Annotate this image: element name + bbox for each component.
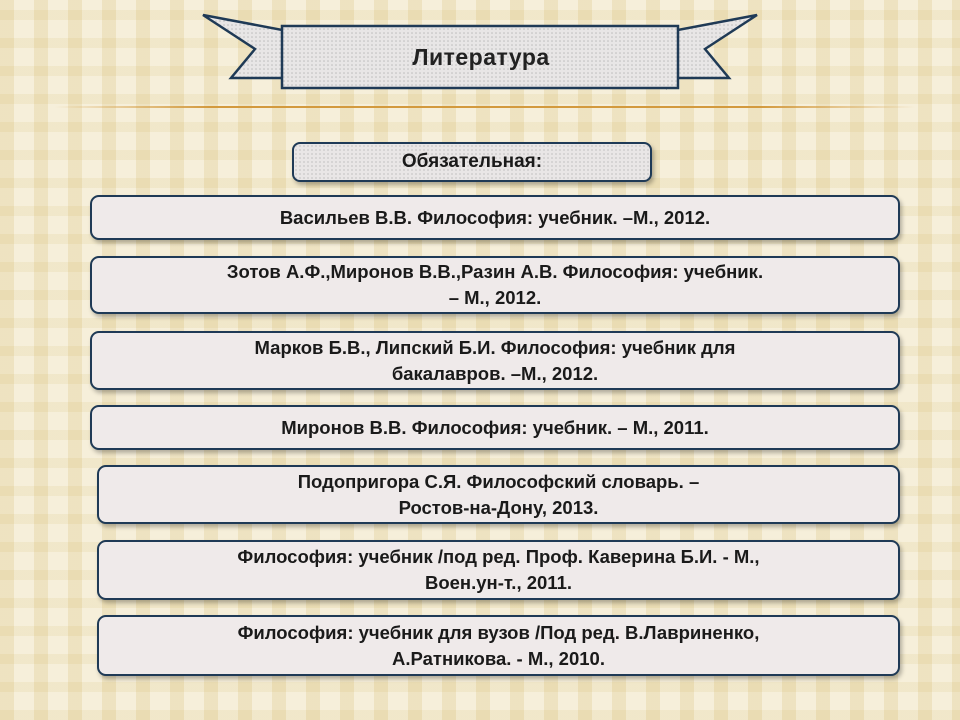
page-title: Литература — [412, 43, 550, 70]
reference-line: Марков Б.В., Липский Б.И. Философия: учебник для — [254, 336, 736, 358]
reference-line: Миронов В.В. Философия: учебник. – М., 2011. — [281, 416, 709, 438]
section-subheading: Обязательная: — [292, 142, 652, 182]
reference-line: Философия: учебник для вузов /Под ред. В.Лавриненко, — [237, 621, 760, 643]
divider — [55, 106, 915, 108]
reference-box-7 — [97, 615, 900, 676]
reference-line: – М., 2012. — [448, 287, 542, 308]
reference-line: А.Ратникова. - М., 2010. — [392, 647, 605, 669]
reference-box-3 — [90, 331, 900, 390]
reference-box-4 — [90, 405, 900, 450]
reference-line: Ростов-на-Дону, 2013. — [398, 496, 599, 518]
reference-line: бакалавров. –М., 2012. — [391, 362, 599, 384]
reference-line: Подопригора С.Я. Философский словарь. – — [297, 470, 700, 492]
ribbon-right-tail — [667, 15, 757, 78]
reference-box-1 — [90, 195, 900, 240]
reference-line: Зотов А.Ф.,Миронов В.В.,Разин А.В. Философия: учебник. — [226, 261, 764, 282]
reference-line: Васильев В.В. Философия: учебник. –М., 2012. — [279, 206, 711, 228]
reference-line: Воен.ун-т., 2011. — [424, 572, 572, 593]
reference-box-2 — [90, 256, 900, 314]
reference-line: Философия: учебник /под ред. Проф. Каверина Б.И. - М., — [237, 546, 760, 567]
reference-box-6 — [97, 540, 900, 600]
reference-box-5 — [97, 465, 900, 524]
ribbon-left-tail — [203, 15, 293, 78]
